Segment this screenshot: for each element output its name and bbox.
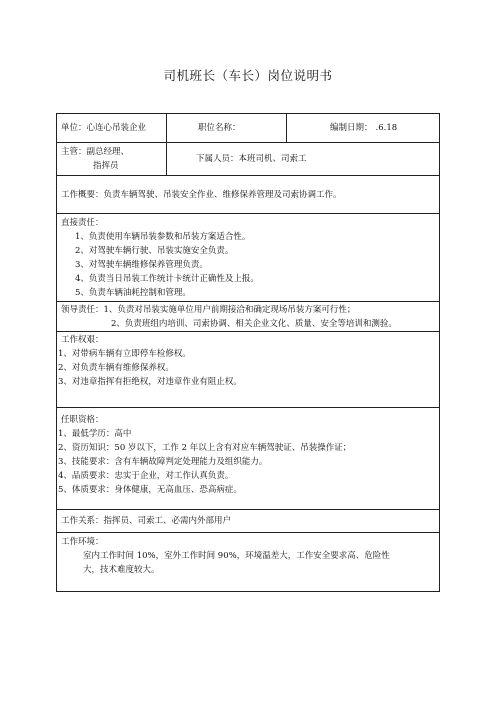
authority-heading: 工作权艰： bbox=[61, 335, 104, 345]
job-description-table bbox=[56, 113, 440, 592]
relations-text: 工作关系：指挥员、司索工、必需内外部用户 bbox=[61, 516, 232, 526]
header-row bbox=[57, 114, 439, 142]
qualification-item: 3、技能要求：含有车辆故障判定处理能力及组织能力。 bbox=[58, 457, 268, 467]
direct-item: 3、对驾驶车辆维修保养管理负责。 bbox=[75, 260, 208, 270]
unit-cell bbox=[57, 114, 166, 142]
position-label: 职位名称： bbox=[198, 123, 241, 133]
supervisor-cell bbox=[57, 143, 166, 175]
date-cell bbox=[286, 114, 439, 142]
direct-item: 5、负责车辆油耗控制和管理。 bbox=[75, 288, 191, 298]
environment-row bbox=[57, 532, 439, 591]
leadership-line-1: 领导责任：1、负责对吊装实施单位用户前期接洽和确定现场吊装方案可行性； bbox=[61, 305, 356, 315]
relations-row bbox=[57, 509, 439, 532]
direct-item: 2、对驾驶车辆行驶、吊装实施安全负责。 bbox=[75, 246, 234, 256]
qualification-item: 1、最低学历：高中 bbox=[58, 429, 132, 439]
supervisor-line-1: 主管：副总经理、 bbox=[61, 147, 130, 157]
overview-text: 工作概要：负责车辆驾驶、吊装安全作业、维修保养管理及司索协调工作。 bbox=[61, 189, 342, 200]
authority-item: 1、对带病车辆有立即停车检修权。 bbox=[58, 349, 191, 359]
environment-line-2: 大，技术难度较大。 bbox=[83, 565, 160, 575]
leadership-row bbox=[57, 301, 439, 331]
date-value: .6.18 bbox=[375, 123, 398, 133]
qualification-heading: 任职资格： bbox=[61, 415, 104, 425]
environment-heading: 工作环境： bbox=[61, 537, 104, 547]
direct-heading: 直接责任： bbox=[61, 218, 104, 228]
qualification-row bbox=[57, 407, 439, 509]
leadership-line-2: 2、负责班组内培训、司索协调、相关企业文化、质量、安全等培训和测验。 bbox=[111, 319, 397, 329]
direct-responsibility-row bbox=[57, 213, 439, 301]
position-cell bbox=[166, 114, 286, 142]
page-title: 司机班长（车长）岗位说明书 bbox=[163, 68, 333, 83]
unit-text: 单位：心连心吊装企业 bbox=[61, 123, 147, 133]
supervisor-row bbox=[57, 142, 439, 175]
direct-item: 4、负责当日吊装工作统计卡统计正确性及上报。 bbox=[75, 274, 259, 284]
authority-row bbox=[57, 331, 439, 407]
supervisor-line-2: 指挥员 bbox=[93, 161, 119, 171]
direct-item: 1、负责使用车辆吊装参数和吊装方案适合性。 bbox=[75, 232, 251, 242]
qualification-item: 2、资历知识：50 岁以下，工作 2 年以上含有对应车辆驾驶证、吊装操作证； bbox=[58, 443, 352, 453]
date-label: 编制日期： bbox=[330, 123, 373, 133]
subordinates-cell bbox=[166, 143, 439, 175]
authority-item: 3、对违章指挥有拒绝权，对违章作业有阻止权。 bbox=[58, 377, 242, 387]
authority-item: 2、对负责车辆有维修保养权。 bbox=[58, 363, 174, 373]
qualification-item: 5、体质要求：身体健康，无高血压、恐高病症。 bbox=[58, 485, 242, 495]
overview-row bbox=[57, 175, 439, 213]
subordinates-text: 下属人员：本班司机、司索工 bbox=[196, 154, 307, 164]
qualification-item: 4、品质要求：忠实于企业，对工作认真负责。 bbox=[58, 471, 234, 481]
environment-line-1: 室内工作时间 10%，室外工作时间 90%，环境温差大，工作安全要求高、危险性 bbox=[83, 551, 390, 561]
